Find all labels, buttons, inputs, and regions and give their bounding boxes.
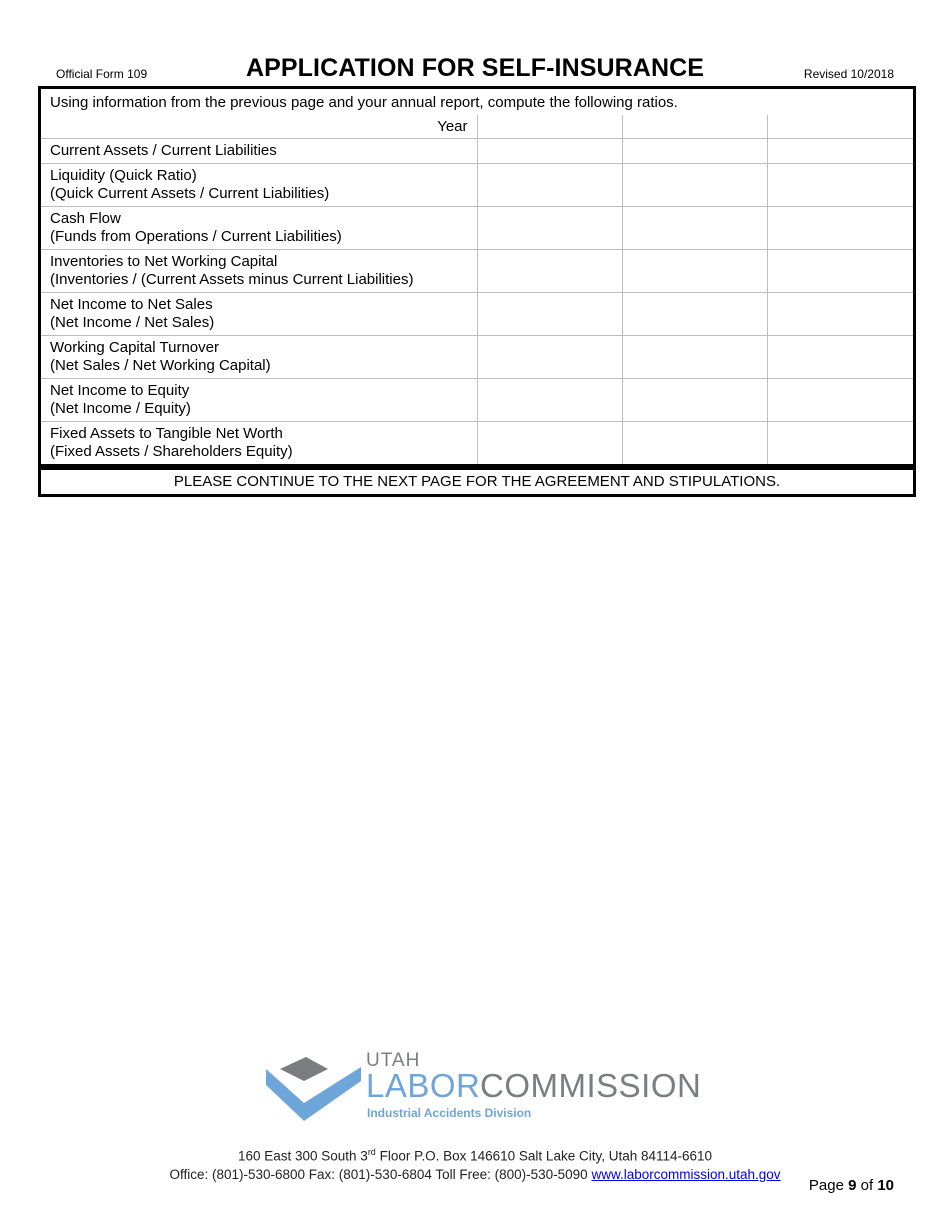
continue-note: PLEASE CONTINUE TO THE NEXT PAGE FOR THE AGREEMENT AND STIPULATIONS. xyxy=(41,464,913,494)
ratio-value-field[interactable] xyxy=(477,207,622,250)
page-total: 10 xyxy=(877,1177,894,1194)
year-field-1[interactable] xyxy=(477,115,622,139)
ratio-value-field[interactable] xyxy=(477,293,622,336)
ratio-value-field[interactable] xyxy=(477,336,622,379)
address-part: 160 East 300 South 3 xyxy=(237,1148,368,1164)
page-of: of xyxy=(856,1177,878,1194)
footer-address xyxy=(0,1143,950,1184)
ratio-value-field[interactable] xyxy=(767,422,913,465)
ratio-name: Working Capital Turnover xyxy=(50,339,219,356)
ratio-name: Net Income to Net Sales xyxy=(50,296,213,313)
ratio-value-field[interactable] xyxy=(767,336,913,379)
ratio-value-field[interactable] xyxy=(622,336,767,379)
ratio-value-field[interactable] xyxy=(767,293,913,336)
contact-numbers: Office: (801)-530-6800 Fax: (801)-530-6804 Toll Free: (800)-530-5090 xyxy=(169,1166,592,1182)
ratio-value-field[interactable] xyxy=(622,293,767,336)
ratio-value-field[interactable] xyxy=(767,250,913,293)
table-row xyxy=(41,139,913,164)
ratios-table xyxy=(41,115,913,464)
ratio-label xyxy=(41,422,477,465)
ratio-label xyxy=(41,164,477,207)
ratio-value-field[interactable] xyxy=(767,207,913,250)
page-title: APPLICATION FOR SELF-INSURANCE xyxy=(245,54,705,82)
ratios-section xyxy=(38,86,916,497)
form-number: Official Form 109 xyxy=(56,67,148,81)
year-row xyxy=(41,115,913,139)
ratio-label xyxy=(41,379,477,422)
logo-mark-icon xyxy=(266,1055,361,1127)
page-header xyxy=(0,0,950,90)
ratios-intro: Using information from the previous page and your annual report, compute the following ratios. xyxy=(50,94,678,111)
ratio-formula: (Fixed Assets / Shareholders Equity) xyxy=(50,443,293,460)
ratio-value-field[interactable] xyxy=(767,139,913,164)
logo-commission-text: COMMISSION xyxy=(480,1067,702,1104)
ratio-label xyxy=(41,250,477,293)
ratio-formula: (Net Income / Equity) xyxy=(50,400,191,417)
ratio-label xyxy=(41,293,477,336)
revision-date: Revised 10/2018 xyxy=(803,67,894,81)
ratio-value-field[interactable] xyxy=(767,164,913,207)
ratio-name: Cash Flow xyxy=(50,210,121,227)
ratio-formula: (Net Income / Net Sales) xyxy=(50,314,215,331)
ratio-label xyxy=(41,207,477,250)
table-row xyxy=(41,293,913,336)
table-row xyxy=(41,164,913,207)
ratio-value-field[interactable] xyxy=(477,139,622,164)
ratio-value-field[interactable] xyxy=(622,422,767,465)
year-label: Year xyxy=(437,117,468,135)
ratio-formula: (Inventories / (Current Assets minus Current Liabilities) xyxy=(50,271,414,288)
ratio-name: Inventories to Net Working Capital xyxy=(50,253,278,270)
ratio-name: Net Income to Equity xyxy=(50,382,190,399)
logo-utah-text: UTAH xyxy=(366,1050,421,1071)
ratio-label xyxy=(41,139,477,164)
ratio-value-field[interactable] xyxy=(622,250,767,293)
table-row xyxy=(41,207,913,250)
labor-commission-logo xyxy=(266,1050,702,1125)
ratio-value-field[interactable] xyxy=(477,164,622,207)
ratio-value-field[interactable] xyxy=(477,422,622,465)
table-row xyxy=(41,379,913,422)
ratio-formula: (Funds from Operations / Current Liabilities) xyxy=(50,228,342,245)
ratio-value-field[interactable] xyxy=(767,379,913,422)
ratio-name: Liquidity (Quick Ratio) xyxy=(50,167,197,184)
page-prefix: Page xyxy=(808,1177,849,1194)
ratio-value-field[interactable] xyxy=(622,139,767,164)
table-row xyxy=(41,336,913,379)
address-part: Floor P.O. Box 146610 Salt Lake City, Utah 84114-6610 xyxy=(375,1148,713,1164)
ratio-value-field[interactable] xyxy=(622,379,767,422)
table-row xyxy=(41,422,913,465)
year-field-2[interactable] xyxy=(622,115,767,139)
ratio-value-field[interactable] xyxy=(477,379,622,422)
contact-line xyxy=(0,1166,950,1184)
ratio-name: Fixed Assets to Tangible Net Worth xyxy=(50,425,283,442)
page-current: 9 xyxy=(848,1177,857,1194)
page-number xyxy=(809,1177,894,1194)
address-superscript: rd xyxy=(367,1147,376,1157)
ratio-value-field[interactable] xyxy=(477,250,622,293)
street-address xyxy=(0,1143,950,1166)
logo-labor-text: LABOR xyxy=(366,1067,481,1104)
year-field-3[interactable] xyxy=(767,115,913,139)
ratio-formula: (Net Sales / Net Working Capital) xyxy=(50,357,271,374)
ratio-label xyxy=(41,336,477,379)
ratio-value-field[interactable] xyxy=(622,164,767,207)
ratio-formula: (Quick Current Assets / Current Liabilities) xyxy=(50,185,330,202)
ratio-value-field[interactable] xyxy=(622,207,767,250)
ratio-name: Current Assets / Current Liabilities xyxy=(50,142,277,159)
table-row xyxy=(41,250,913,293)
logo-division-text: Industrial Accidents Division xyxy=(367,1106,532,1120)
website-link[interactable]: www.laborcommission.utah.gov xyxy=(591,1166,781,1182)
